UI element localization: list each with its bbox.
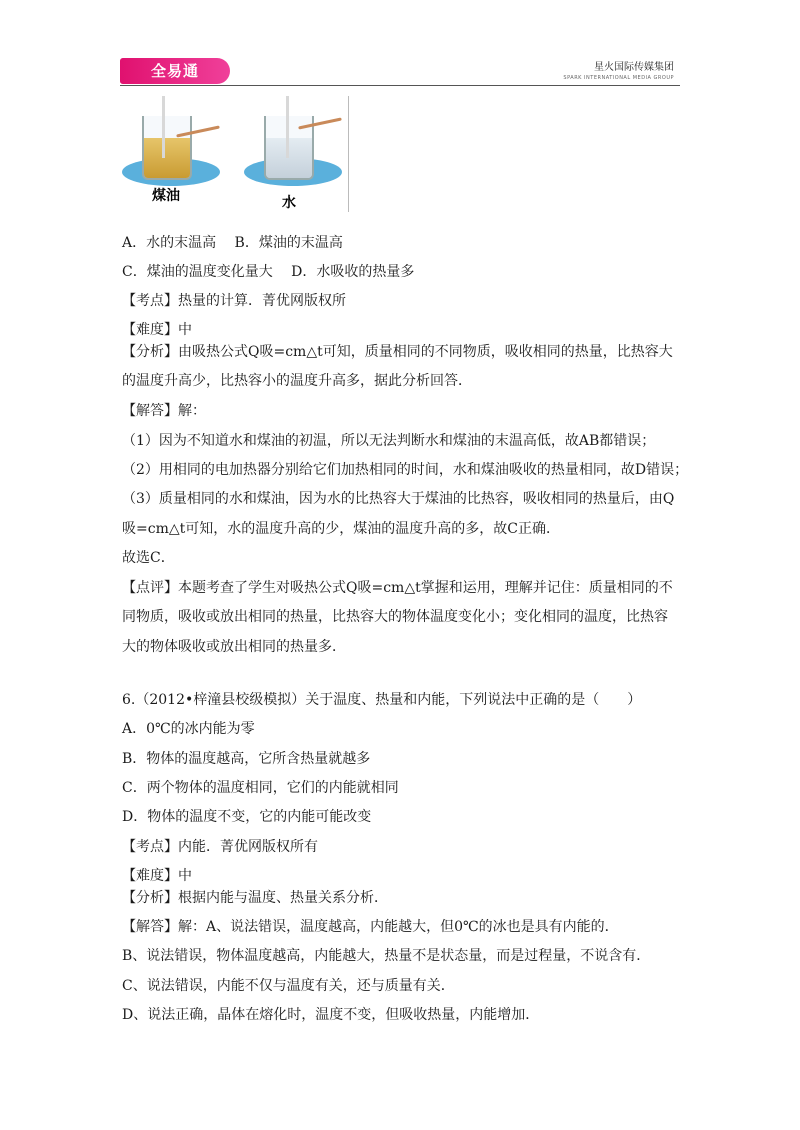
text-line: 【考点】内能．菁优网版权所有 — [122, 839, 318, 855]
text-line: 【考点】热量的计算．菁优网版权所 — [122, 293, 346, 309]
text-line: A．水的末温高 B．煤油的末温高 — [122, 235, 343, 251]
text-line: 的温度升高少，比热容小的温度升高多，据此分析回答． — [122, 373, 472, 389]
figure-border — [348, 96, 349, 212]
text-line: 【解答】解：A、说法错误，温度越高，内能越大，但0℃的冰也是具有内能的． — [122, 919, 619, 935]
label-water: 水 — [282, 195, 296, 211]
text-line: 大的物体吸收或放出相同的热量多． — [122, 639, 346, 655]
text-line: （3）质量相同的水和煤油，因为水的比热容大于煤油的比热容，吸收相同的热量后，由Q — [122, 491, 675, 507]
text-line: 同物质，吸收或放出相同的热量，比热容大的物体温度变化小；变化相同的温度，比热容 — [122, 609, 668, 625]
text-line: C．煤油的温度变化量大 D．水吸收的热量多 — [122, 264, 415, 280]
text-line: C、说法错误，内能不仅与温度有关，还与质量有关． — [122, 978, 455, 994]
text-line: 吸=cm△t可知，水的温度升高的少，煤油的温度升高的多，故C正确． — [122, 521, 560, 537]
brand-block — [563, 58, 674, 81]
text-line: B、说法错误，物体温度越高，内能越大，热量不是状态量，而是过程量，不说含有． — [122, 948, 651, 964]
text-line: （2）用相同的电加热器分别给它们加热相同的时间，水和煤油吸收的热量相同，故D错误； — [122, 462, 689, 478]
text-line: 【难度】中 — [122, 868, 192, 884]
page-header — [120, 56, 680, 86]
text-line: （1）因为不知道水和煤油的初温，所以无法判断水和煤油的末温高低，故AB都错误； — [122, 433, 656, 449]
logo: 全易通 — [120, 58, 230, 84]
text-line: 【解答】解： — [122, 403, 206, 419]
kerosene-liquid — [144, 138, 190, 178]
header-rule — [120, 85, 680, 86]
text-line: 故选C． — [122, 550, 175, 566]
experiment-figure — [118, 96, 358, 214]
text-line: C．两个物体的温度相同，它们的内能就相同 — [122, 780, 399, 796]
thermometer-left — [162, 96, 165, 158]
text-line: 【分析】根据内能与温度、热量关系分析． — [122, 890, 388, 906]
text-line: A．0℃的冰内能为零 — [122, 721, 255, 737]
label-kerosene: 煤油 — [152, 188, 180, 204]
brand-subtitle: SPARK INTERNATIONAL MEDIA GROUP — [563, 75, 674, 81]
text-line: B．物体的温度越高，它所含热量就越多 — [122, 751, 371, 767]
text-line: 【分析】由吸热公式Q吸=cm△t可知，质量相同的不同物质，吸收相同的热量，比热容大 — [122, 344, 673, 360]
text-line: 【点评】本题考查了学生对吸热公式Q吸=cm△t掌握和运用，理解并记住：质量相同的不 — [122, 580, 673, 596]
beaker-kerosene — [142, 116, 192, 180]
water-liquid — [266, 138, 312, 178]
thermometer-right — [286, 96, 289, 158]
brand-name: 星火国际传媒集团 — [594, 62, 674, 73]
text-line: 6.（2012•梓潼县校级模拟）关于温度、热量和内能，下列说法中正确的是（ ） — [122, 692, 642, 708]
text-line: D、说法正确，晶体在熔化时，温度不变，但吸收热量，内能增加． — [122, 1007, 540, 1023]
text-line: D．物体的温度不变，它的内能可能改变 — [122, 809, 372, 825]
text-line: 【难度】中 — [122, 322, 192, 338]
